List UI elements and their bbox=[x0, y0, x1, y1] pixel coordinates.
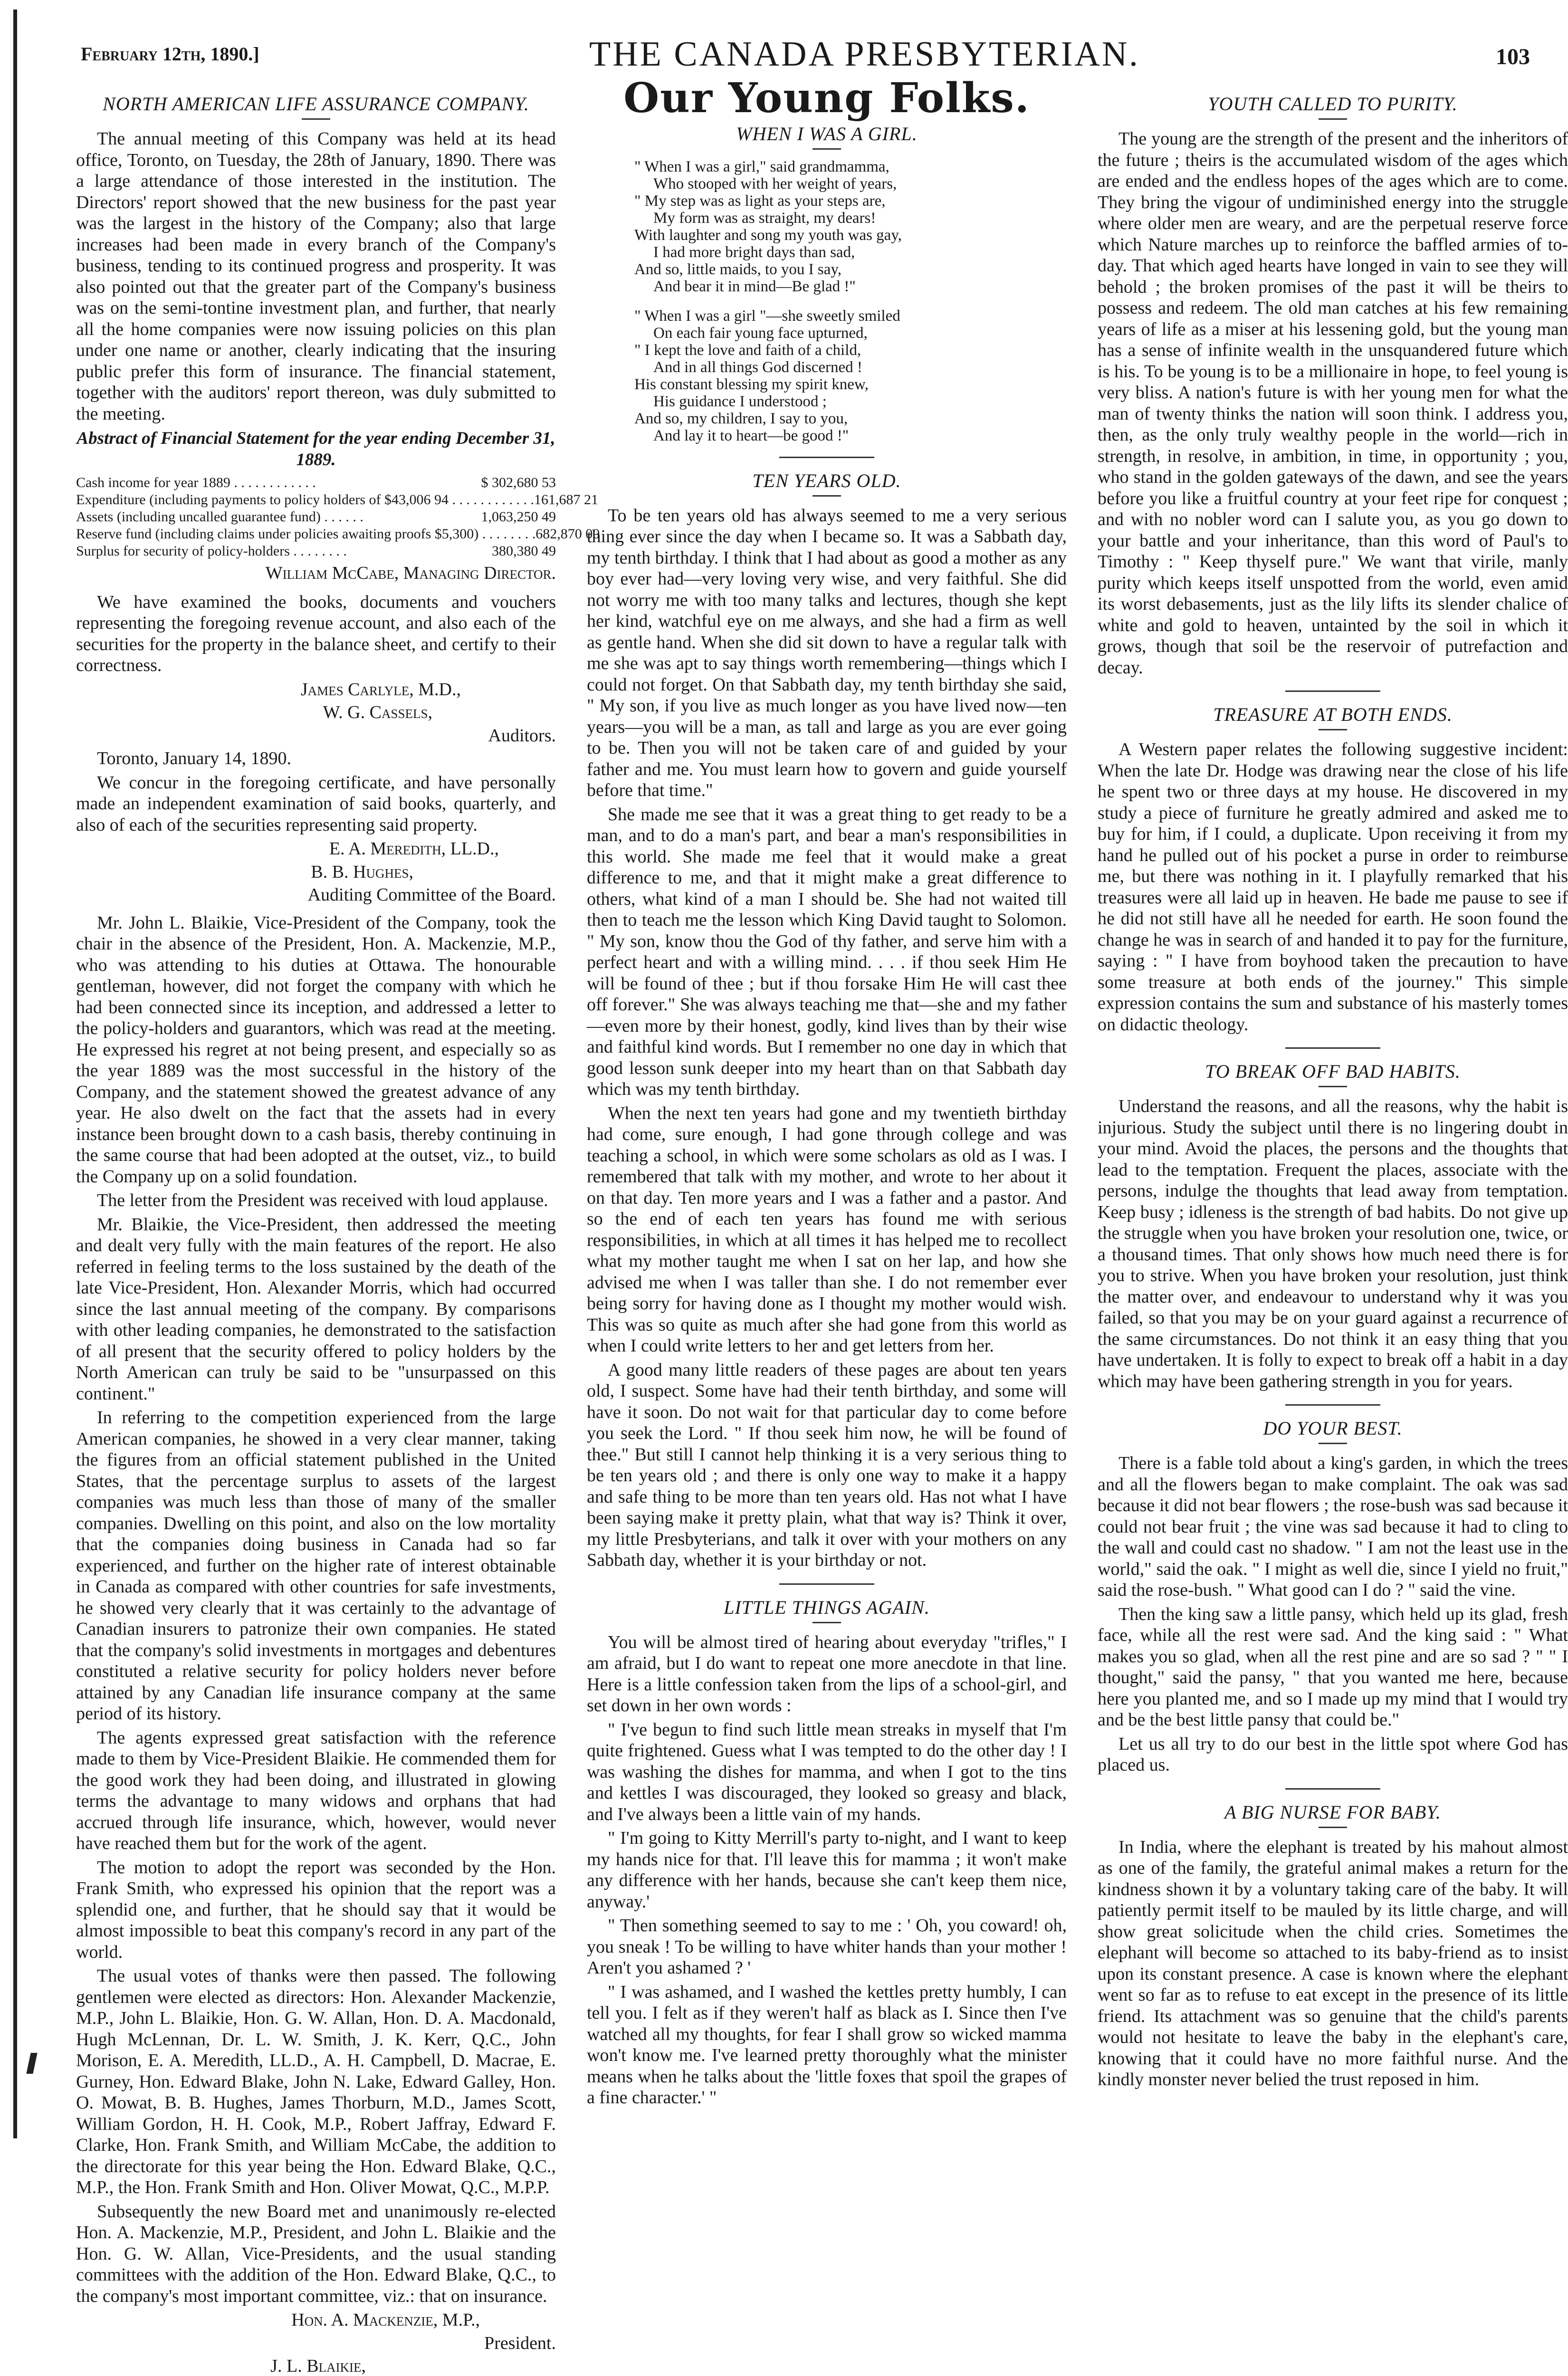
article-paragraph: " I've begun to find such little mean streaks in myself that I'm quite frightened. Guess what I was tempted to do the other day ! I was washing the dishes for mamma, and when I got to the tins and kettles I was discouraged, they looked so greasy and black, and I've always been a little vain of my hands. bbox=[587, 1719, 1067, 1824]
article-paragraph: Mr. Blaikie, the Vice-President, then addressed the meeting and dealt very fully with the main features of the report. He also referred in feeling terms to the loss sustained by the death of the late Vice-President, Hon. Alexander Morris, which had occurred since the last annual meeting of the company. By comparisons with other leading companies, he demonstrated to the satisfaction of all present that the security offered to policy holders by the North American can truly be said to be "unsurpassed on this continent." bbox=[76, 1214, 556, 1404]
poem-line: I had more bright days than sad, bbox=[653, 243, 855, 261]
poem-line: " When I was a girl "—she sweetly smiled bbox=[634, 307, 900, 325]
article-paragraph: " Then something seemed to say to me : ' Oh, you coward! oh, you sneak ! To be willing to have whiter hands than your mother ! Aren't you ashamed ? ' bbox=[587, 1916, 1067, 1978]
auditor-name: James Carlyle, M.D., bbox=[300, 679, 461, 699]
poem-line: " I kept the love and faith of a child, bbox=[634, 341, 861, 359]
article-title-treasure: TREASURE AT BOTH ENDS. bbox=[1213, 704, 1453, 725]
article-title-bad-habits: TO BREAK OFF BAD HABITS. bbox=[1205, 1061, 1461, 1082]
title-rule bbox=[813, 1622, 841, 1623]
poem-line: And so, my children, I say to you, bbox=[634, 410, 848, 427]
article-paragraph: A Western paper relates the following suggestive incident: When the late Dr. Hodge was drawing near the close of his life he spent two or three days at my house. He discovered in my study a piece of furniture he greatly admired and asked me to buy for him, if I could, a duplicate. Upon receiving it from my hand he pulled out of his pocket a purse in order to reimburse me, but there was nothing in it. I playfully remarked that his treasures were all laid up in heaven. He bade me pause to see if he did not still have all he needed for earth. He soon found the change he was in search of and handed it to pay for the furniture, saying : " I have from boyhood taken the precaution to have some treasure at both ends of the journey." This simple expression contains the sum and substance of his masterly tomes on didactic theology. bbox=[1098, 739, 1568, 1035]
financial-row: Assets (including uncalled guarantee fund) . . . . . . 1,063,250 49 bbox=[76, 509, 556, 525]
column-right bbox=[1098, 88, 1568, 2136]
section-divider bbox=[1285, 1788, 1380, 1790]
article-paragraph: " I'm going to Kitty Merrill's party to-night, and I want to keep my hands nice for that. I'll leave this for mamma ; it won't make any difference with her hands, because she can't keep them nice, anyway.' bbox=[587, 1828, 1067, 1912]
page-number: 103 bbox=[1496, 44, 1530, 69]
financial-table bbox=[76, 474, 600, 560]
article-paragraph: " I was ashamed, and I washed the kettles pretty humbly, I can tell you. I felt as if they weren't half as black as I. Since then I've watched all my thoughts, for fear I shall grow so wicked mamma won't know me. I've learned pretty thoroughly what the minister means when he talks about the 'little foxes that spoil the grapes of a fine character.' " bbox=[587, 1982, 1067, 2108]
article-title-north-american: NORTH AMERICAN LIFE ASSURANCE COMPANY. bbox=[103, 93, 529, 115]
title-rule bbox=[302, 118, 330, 120]
title-rule bbox=[1319, 729, 1347, 730]
section-divider bbox=[779, 457, 874, 458]
article-paragraph: When the next ten years had gone and my twentieth birthday had come, sure enough, I had gone through college and was teaching a school, in which were some scholars as old as I was. I remembered that talk with my mother, and wrote to her about it on that day. Ten more years and I was a father and a pastor. And so the end of each ten years has found me with serious responsibilities, in which at all times it has helped me to recollect what my mother taught me when I sat on her lap, and how she advised me when I was taller than she. I do not remember ever being sorry for having done as I thought my mother would wish. This was so quite as much after she had gone from this world as when I could write letters to her and get letters from her. bbox=[587, 1103, 1067, 1356]
poem-line: On each fair young face upturned, bbox=[653, 324, 868, 342]
auditors-label: Auditors. bbox=[488, 725, 556, 746]
article-paragraph: The usual votes of thanks were then passed. The following gentlemen were elected as directors: Hon. Alexander Mackenzie, M.P., John L. Blaikie, Hon. G. W. Allan, Hon. D. A. Macdonald, Hugh McLennan, Dr. L. W. Smith, J. K. Kerr, Q.C., John Morison, E. A. Meredith, LL.D., A. H. Campbell, D. Macrae, E. Gurney, Hon. Edward Blake, John N. Lake, Edward Galley, Hon. O. Mowat, B. B. Hughes, James Thorburn, M.D., James Scott, William Gordon, H. H. Cook, M.P., Robert Jaffray, Edward F. Clarke, Hon. Frank Smith, and William McCabe, the addition to the directorate for this year being the Hon. Edward Blake, Q.C., M.P., the Hon. Frank Smith and Hon. Oliver Mowat, Q.C., M.P.P. bbox=[76, 1966, 556, 2197]
abstract-signer: William McCabe, Managing Director. bbox=[265, 563, 556, 583]
section-divider bbox=[1285, 690, 1380, 692]
title-rule bbox=[1319, 1086, 1347, 1087]
article-title-ten-years-old: TEN YEARS OLD. bbox=[752, 469, 901, 491]
title-rule bbox=[1319, 118, 1347, 120]
article-title-do-your-best: DO YOUR BEST. bbox=[1263, 1418, 1403, 1439]
poem-title: WHEN I WAS A GIRL. bbox=[736, 123, 918, 144]
ink-blot bbox=[26, 2053, 37, 2074]
signature-name: Hon. A. Mackenzie, M.P., bbox=[291, 2310, 480, 2330]
section-divider bbox=[1285, 1047, 1380, 1049]
binding-edge-rule bbox=[13, 10, 17, 2138]
article-paragraph: There is a fable told about a king's garden, in which the trees and all the flowers began to make complaint. The oak was sad because it did not bear flowers ; the rose-bush was sad because it could not bear fruit ; the vine was sad because it had to cling to the wall and could cast no shadow. " I am not the least use in the world," said the oak. " I might as well die, since I yield no fruit," said the rose-bush. " What good can I do ? " said the vine. bbox=[1098, 1453, 1568, 1600]
abstract-title: Abstract of Financial Statement for the year ending December 31, 1889. bbox=[76, 429, 555, 469]
poem bbox=[634, 158, 1067, 444]
title-rule bbox=[813, 495, 841, 497]
poem-line: His constant blessing my spirit knew, bbox=[634, 375, 869, 393]
poem-line: And in all things God discerned ! bbox=[653, 358, 862, 376]
poem-stanza bbox=[634, 158, 1067, 295]
article-paragraph: To be ten years old has always seemed to me a very serious thing ever since the day when I became so. It was a Sabbath day, my tenth birthday. I think that I had about as good a mother as any boy ever had—very loving very wise, and very faithful. She did not worry me with too many talks and lectures, though she kept her kind, watchful eye on me always, and she had a firm as well as gentle hand. When she did sit down to have a regular talk with me she was apt to say things worth remembering—things which I could not forget. On that Sabbath day, my tenth birthday she said, " My son, if you live as much longer as you have lived now—ten years—you will be a man, as tall and large as you are ever going to be. Then you will not be taken care of and guided by your father and me. You must learn how to govern and guide yourself before that time." bbox=[587, 505, 1067, 800]
title-rule bbox=[1319, 1443, 1347, 1444]
poem-line: Who stooped with her weight of years, bbox=[653, 175, 897, 192]
section-heading-young-folks: Our Young Folks. bbox=[623, 74, 1030, 122]
poem-line: And lay it to heart—be good !" bbox=[653, 427, 849, 444]
article-title-big-nurse: A BIG NURSE FOR BABY. bbox=[1224, 1801, 1441, 1823]
auditors-date: Toronto, January 14, 1890. bbox=[97, 748, 291, 768]
committee-label: Auditing Committee of the Board. bbox=[307, 885, 556, 905]
poem-line: " When I was a girl," said grandmamma, bbox=[634, 158, 889, 175]
article-paragraph: We concur in the foregoing certificate, and have personally made an independent examination of said books, quarterly, and also of each of the securities representing said property. bbox=[76, 772, 556, 835]
column-left bbox=[76, 88, 600, 2376]
article-paragraph: Let us all try to do our best in the little spot where God has placed us. bbox=[1098, 1734, 1568, 1775]
article-title-little-things: LITTLE THINGS AGAIN. bbox=[724, 1596, 930, 1618]
financial-row: Cash income for year 1889 . . . . . . . . . . . . $ 302,680 53 bbox=[76, 475, 556, 490]
article-paragraph: Mr. John L. Blaikie, Vice-President of the Company, took the chair in the absence of the President, Hon. A. Mackenzie, M.P., who was attending to his duties at Ottawa. The honourable gentleman, however, did not forget the company with which he had been connected since its inception, and addressed a letter to the policy-holders and guarantors, which was read at the meeting. He expressed his regret at not being present, and especially so as the year 1889 was the most successful in the history of the Company, and the statement showed the greatest advance of any year. He also dwelt on the fact that the assets had in every instance been brought down to a cash basis, thereby continuing in the same course that had been adopted at the outset, viz., to build the Company up on a solid foundation. bbox=[76, 912, 556, 1187]
poem-line: My form was as straight, my dears! bbox=[653, 209, 876, 227]
column-middle bbox=[587, 74, 1067, 2136]
article-paragraph: The agents expressed great satisfaction with the reference made to them by Vice-President Blaikie. He commended them for the good work they had been doing, and illustrated in glowing terms the advantage to many widows and orphans that had accrued through life insurance, which, however, would never have reached them but for the work of the agent. bbox=[76, 1727, 556, 1853]
committee-name: E. A. Meredith, LL.D., bbox=[329, 839, 499, 859]
section-divider bbox=[779, 1583, 874, 1585]
poem-line: " My step was as light as your steps are, bbox=[634, 192, 886, 210]
committee-name: B. B. Hughes, bbox=[311, 862, 413, 882]
article-paragraph: She made me see that it was a great thing to get ready to be a man, and to do a man's part, and bear a man's responsibilities in this world. She made me feel that it would make a great difference to me, and that it might make a great difference to others, what kind of a man I should be. She had not waited till then to teach me the lesson which King David taught to Solomon. " My son, know thou the God of thy father, and serve him with a perfect heart and with a willing mind. . . . if thou seek Him He will be found of thee ; but if thou forsake Him He will cast thee off forever." She was always teaching me that—she and my father—even more by their honest, godly, kind lives than by their wise and faithful kind words. But I remember no one day in which that good lesson sunk deeper into my heart than on that Sabbath day which was my tenth birthday. bbox=[587, 804, 1067, 1099]
article-paragraph: The letter from the President was received with loud applause. bbox=[97, 1190, 548, 1210]
financial-row: Reserve fund (including claims under policies awaiting proofs $5,300) . . . . . . . . 682,870 00 bbox=[76, 526, 600, 542]
auditor-name: W. G. Cassels, bbox=[323, 702, 432, 722]
article-paragraph: You will be almost tired of hearing about everyday "trifles," I am afraid, but I do want to repeat one more anecdote in that line. Here is a little confession taken from the lips of a school-girl, and set down in her own words : bbox=[587, 1632, 1067, 1715]
article-paragraph: The annual meeting of this Company was held at its head office, Toronto, on Tuesday, the 28th of January, 1890. There was a large attendance of those interested in the institution. The Directors' report showed that the new business for the past year was the largest in the history of the Company; also that large increases had been made in every branch of the Company's business, tending to its continued progress and prosperity. It was also pointed out that the greater part of the Company's business was on the semi-tontine investment plan, and further, that nearly all the home companies were now issuing policies on this plan under one name or another, clearly indicating that the insuring public prefer this form of insurance. The financial statement, together with the auditors' report thereon, was duly submitted to the meeting. bbox=[76, 129, 556, 424]
article-paragraph: The motion to adopt the report was seconded by the Hon. Frank Smith, who expressed his opinion that the report was a splendid one, and further, that he should say that it would be almost impossible to beat this company's record in any part of the world. bbox=[76, 1857, 556, 1962]
article-paragraph: In India, where the elephant is treated by his mahout almost as one of the family, the grateful animal makes a return for the kindness shown it by a voluntary taking care of the baby. It will patiently permit itself to be mauled by its little charge, and will show great solicitude when the child cries. Sometimes the elephant will become so attached to its baby-friend as to insist upon its constant presence. A case is known where the elephant went so far as to refuse to eat except in the presence of its little friend. Its attachment was so genuine that the child's parents would not hesitate to leave the baby in the elephant's care, knowing that it could have no more faithful nurse. And the kindly monster never belied the trust reposed in him. bbox=[1098, 1837, 1568, 2089]
article-title-youth-purity: YOUTH CALLED TO PURITY. bbox=[1208, 93, 1458, 115]
issue-date: February 12th, 1890.] bbox=[81, 43, 259, 65]
article-paragraph: We have examined the books, documents and vouchers representing the foregoing revenue account, and also each of the securities for the property in the balance sheet, and certify to their correctness. bbox=[76, 592, 556, 675]
signature-name: J. L. Blaikie, bbox=[270, 2356, 366, 2376]
title-rule bbox=[1319, 1827, 1347, 1828]
section-divider bbox=[1285, 1404, 1380, 1406]
article-paragraph: Then the king saw a little pansy, which held up its glad, fresh face, while all the rest were sad. And the king said : " What makes you so glad, when all the rest pine and are so sad ? " " I thought," said the pansy, " that you wanted me here, because here you planted me, and so I made up my mind that I would try and be the best little pansy that could be." bbox=[1098, 1604, 1568, 1730]
poem-line: And so, little maids, to you I say, bbox=[634, 260, 841, 278]
newspaper-title: THE CANADA PRESBYTERIAN. bbox=[589, 35, 1140, 74]
title-rule bbox=[813, 148, 841, 150]
article-paragraph: Subsequently the new Board met and unanimously re-elected Hon. A. Mackenzie, M.P., President, and John L. Blaikie and the Hon. G. W. Allan, Vice-Presidents, and the usual standing committees with the addition of the Hon. Edward Blake, Q.C., to the company's most important committee, viz.: that on insurance. bbox=[76, 2201, 556, 2306]
financial-row: Expenditure (including payments to policy holders of $43,006 94 . . . . . . . . . . . . 161,687 21 bbox=[76, 492, 599, 508]
article-paragraph: A good many little readers of these pages are about ten years old, I suspect. Some have had their tenth birthday, and some will have it soon. Do not wait for that particular day to come before you seek the Lord. " If thou seek him now, he will be found of thee." But still I cannot help thinking it is a very serious thing to be ten years old ; and there is only one way to make it a happy and safe thing to be more than ten years old. Has not what I have been saying make it pretty plain, what that way is? Think it over, my little Presbyterians, and talk it over with your mothers on any Sabbath day, whether it is your birthday or not. bbox=[587, 1360, 1067, 1570]
poem-line: His guidance I understood ; bbox=[653, 393, 827, 410]
signature-title: President. bbox=[484, 2333, 556, 2353]
poem-line: And bear it in mind—Be glad !" bbox=[653, 278, 856, 295]
article-paragraph: The young are the strength of the present and the inheritors of the future ; theirs is the accumulated wisdom of the ages which are ended and the endless hopes of the ages which are to come. They bring the vigour of undiminished energy into the struggle where older men are weary, and are the perpetual reserve force which Nature marches up to reinforce the baffled armies of to-day. That which aged hearts have longed in vain to see they will behold ; the broken promises of the past it will be theirs to possess and redeem. The old man catches at his few remaining years of life as a miser at his lessening gold, but the young man has a sense of infinite wealth in the unsquandered future which is his. To be young is to be a millionaire in hope, to feel young is very bliss. A nation's future is with her young men for what the man of twenty thinks the nation will soon think. I address you, then, as the only truly wealthy people in the world—rich in strength, in resolve, in ambition, in time, in opportunity ; you, who stand in the golden gateways of the dawn, and see the years before you like a fruitful country at your feet ripe for conquest ; and with no nobler word can I salute you, as you go down to your battle and your inheritance, than this word of Paul's to Timothy : " Keep thyself pure." We want that virile, manly purity which keeps itself unspotted from the world, even amid its worst debasements, just as the lily lifts its slender chalice of white and gold to heaven, untainted by the soil in which it grows, though that soil be the reservoir of putrefaction and decay. bbox=[1098, 129, 1568, 678]
poem-line: With laughter and song my youth was gay, bbox=[634, 226, 902, 244]
financial-row: Surplus for security of policy-holders . . . . . . . . 380,380 49 bbox=[76, 543, 556, 559]
article-paragraph: In referring to the competition experienced from the large American companies, he showed in a very clear manner, taking the figures from an official statement published in the United States, that the percentage surplus to assets of the largest companies was much less than those of many of the smaller companies. Dwelling on this point, and also on the low mortality that the companies doing business in Canada had so far experienced, and further on the higher rate of interest obtainable in Canada as compared with other countries for safe investments, he showed very clearly that it was certainly to the advantage of Canadian insurers to patronize their own companies. He stated that the company's solid investments in mortgages and debentures constituted a relative security for policy holders never before attained by any Canadian life insurance company at the same period of its history. bbox=[76, 1408, 556, 1724]
article-paragraph: Understand the reasons, and all the reasons, why the habit is injurious. Study the subject until there is no lingering doubt in your mind. Avoid the places, the persons and the thoughts that lead to the temptation. Frequent the places, associate with the persons, indulge the thoughts that lead away from temptation. Keep busy ; idleness is the strength of bad habits. Do not give up the struggle when you have broken your resolution one, twice, or a thousand times. That only shows how much need there is for you to strive. When you have broken your resolution, just think the matter over, and endeavour to understand why it was you failed, so that you may be on your guard against a recurrence of the same circumstances. Do not think it an easy thing that you have undertaken. It is folly to expect to break off a habit in a day which may have been gathering strength in you for years. bbox=[1098, 1096, 1568, 1391]
poem-stanza bbox=[634, 307, 1067, 444]
